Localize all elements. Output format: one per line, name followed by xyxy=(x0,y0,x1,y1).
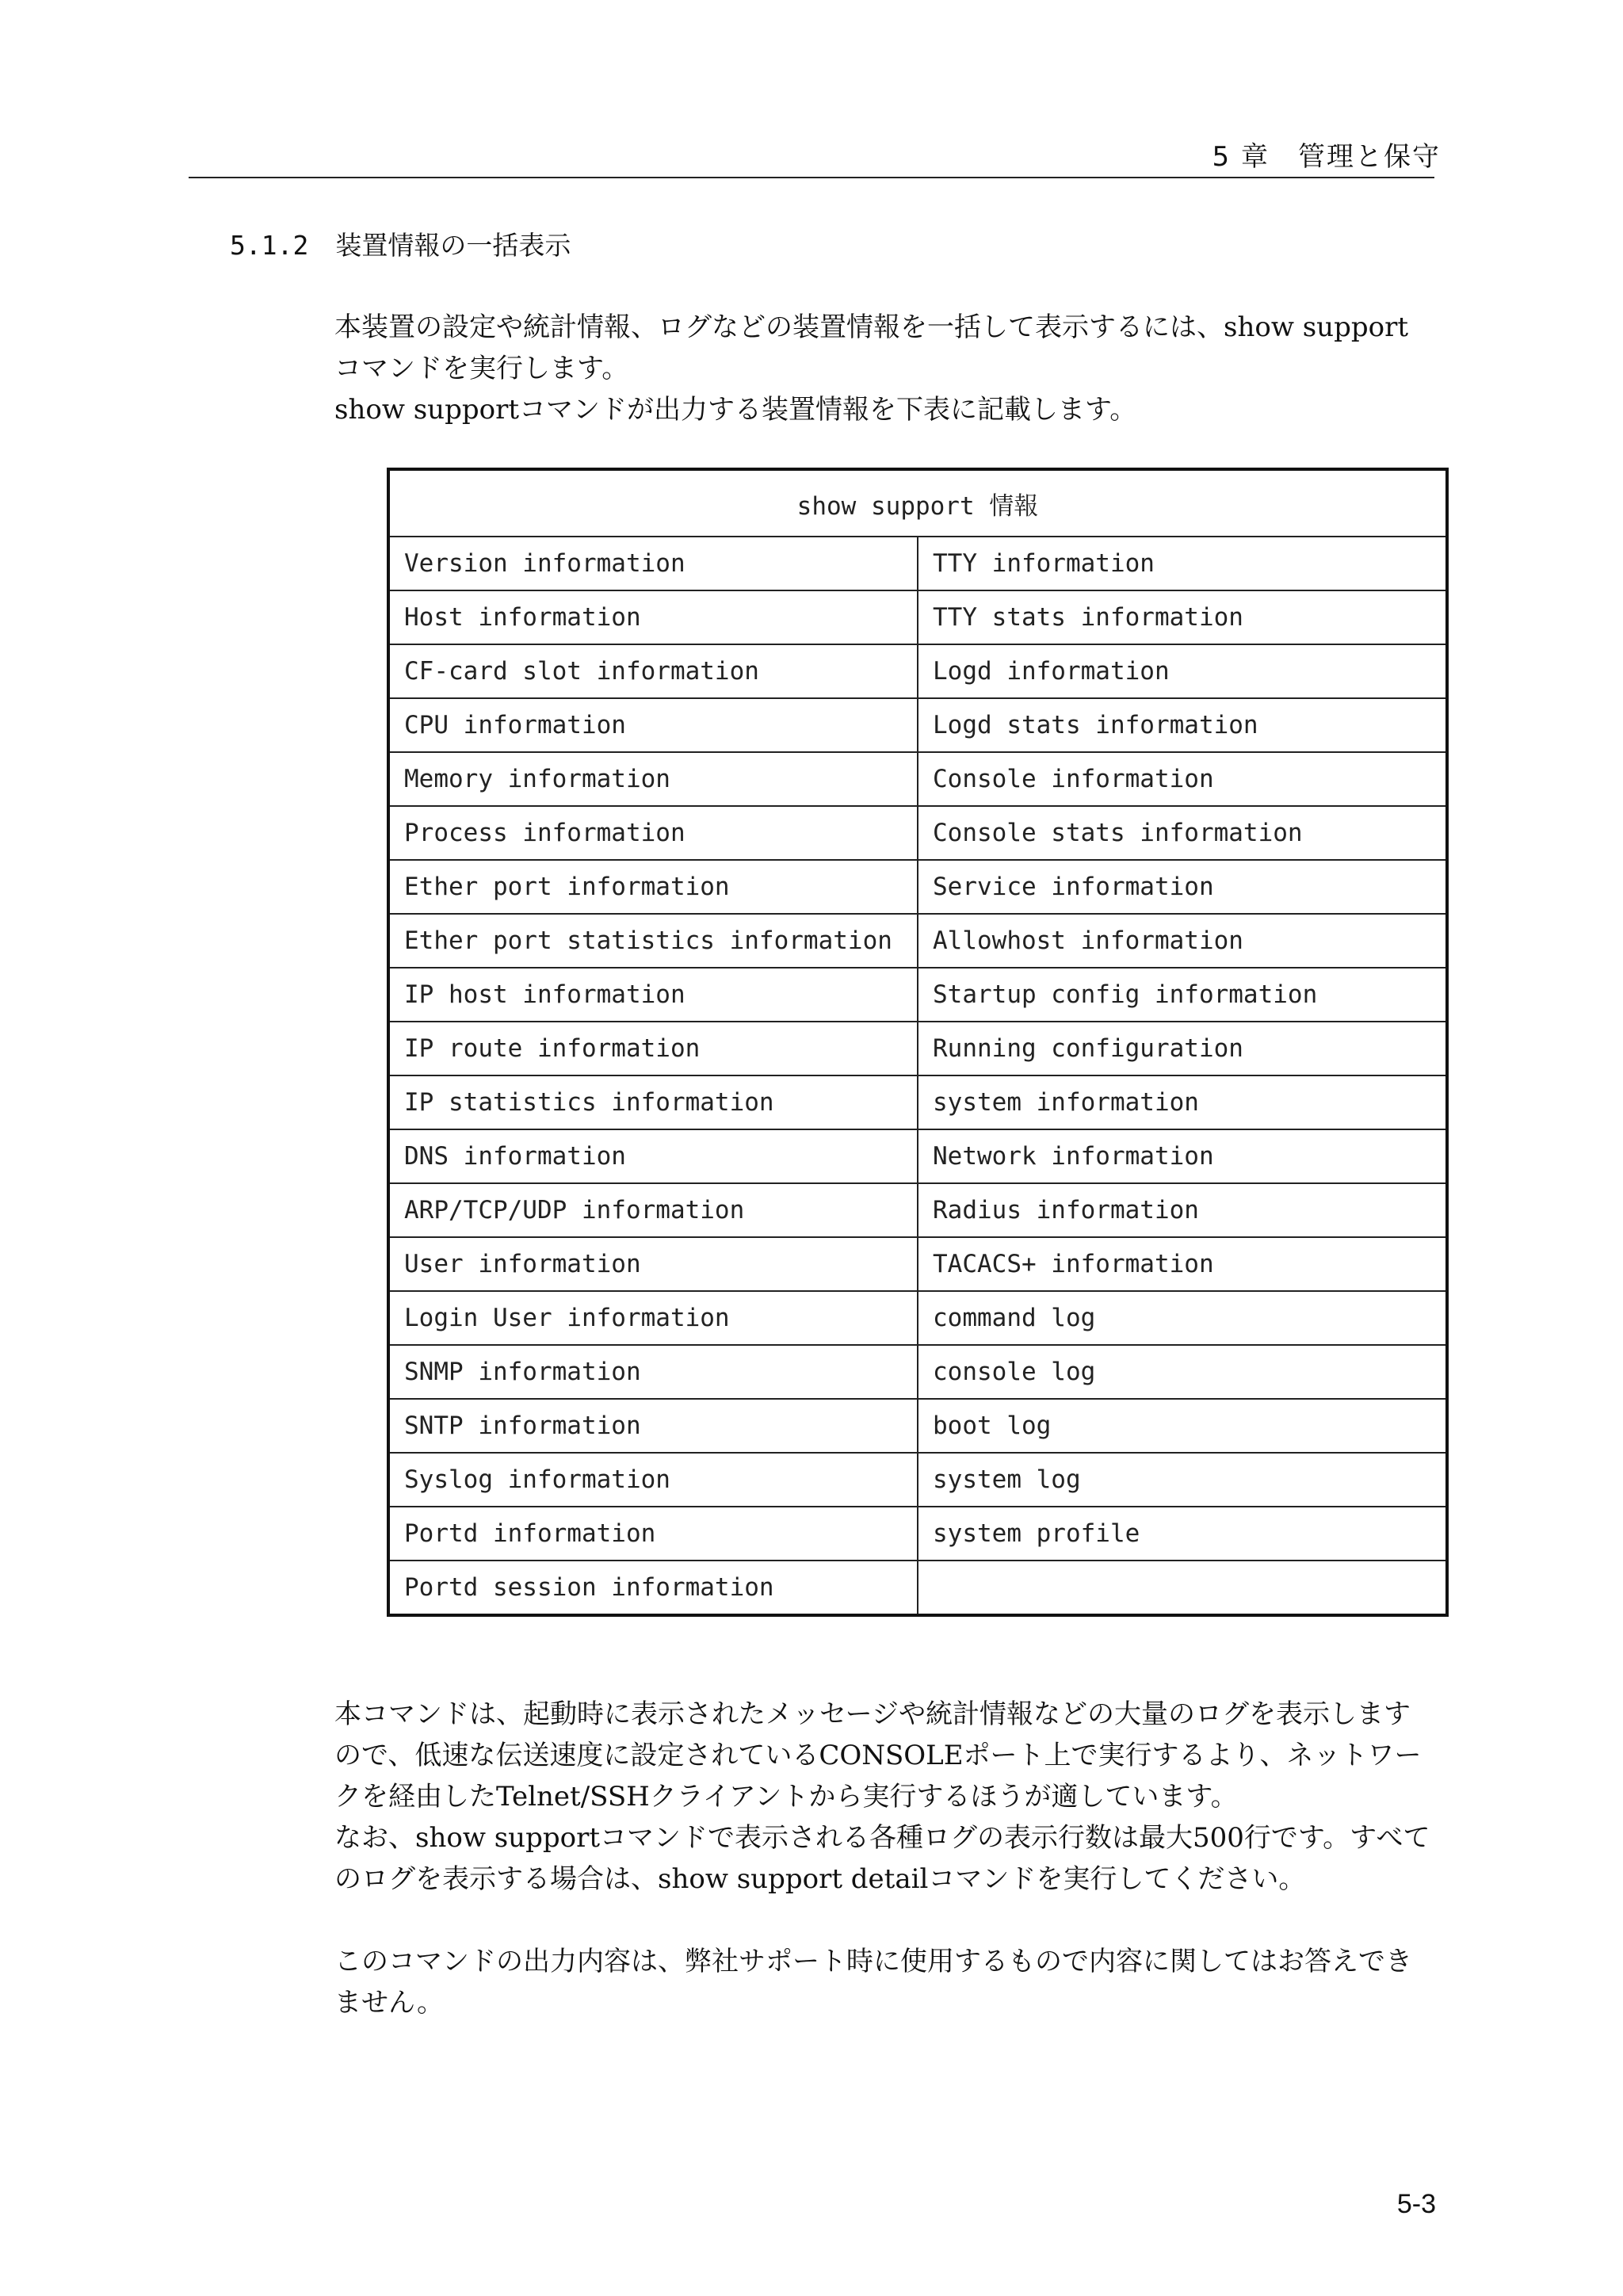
table-row xyxy=(388,1453,1447,1507)
table-row xyxy=(388,914,1447,968)
section-heading xyxy=(230,225,571,262)
table-row xyxy=(388,1561,1447,1615)
table-cell-right: command log xyxy=(918,1291,1447,1345)
table-cell-left: Portd information xyxy=(388,1507,918,1561)
table-cell-left: Login User information xyxy=(388,1291,918,1345)
table-cell-right: Console information xyxy=(918,752,1447,806)
table-cell-right: Logd information xyxy=(918,644,1447,698)
table-cell-right: system log xyxy=(918,1453,1447,1507)
note-paragraph: なお、show supportコマンドで表示される各種ログの表示行数は最大500行です。すべてのログを表示する場合は、show support detailコマンドを実行してください。 xyxy=(334,1822,1430,1895)
table-cell-right: Network information xyxy=(918,1129,1447,1183)
table-cell-left: Ether port statistics information xyxy=(388,914,918,968)
table-row xyxy=(388,1345,1447,1399)
table-row xyxy=(388,1237,1447,1291)
table-cell-left: Process information xyxy=(388,806,918,860)
disclaimer-paragraph xyxy=(334,1941,1436,2023)
disclaimer-text: このコマンドの出力内容は、弊社サポート時に使用するもので内容に関してはお答えできません。 xyxy=(334,1946,1412,2019)
table-cell-left: ARP/TCP/UDP information xyxy=(388,1183,918,1237)
header-divider xyxy=(189,177,1434,178)
section-title: 装置情報の一括表示 xyxy=(335,230,571,261)
table-cell-right: Console stats information xyxy=(918,806,1447,860)
table-cell-right: TACACS+ information xyxy=(918,1237,1447,1291)
table-cell-right: boot log xyxy=(918,1399,1447,1453)
table-cell-right: TTY information xyxy=(918,537,1447,590)
table-cell-left: SNTP information xyxy=(388,1399,918,1453)
table-cell-right: console log xyxy=(918,1345,1447,1399)
table-cell-left: Host information xyxy=(388,590,918,644)
table-row xyxy=(388,1507,1447,1561)
table-cell-left: Syslog information xyxy=(388,1453,918,1507)
table-row xyxy=(388,537,1447,590)
table-cell-right: Allowhost information xyxy=(918,914,1447,968)
table-cell-left: IP host information xyxy=(388,968,918,1022)
section-number: 5.1.2 xyxy=(230,230,309,261)
table-cell-left: IP statistics information xyxy=(388,1075,918,1129)
chapter-header: 5 章 管理と保守 xyxy=(1212,141,1441,173)
table-cell-right xyxy=(918,1561,1447,1615)
table-row xyxy=(388,1075,1447,1129)
table-cell-right: system profile xyxy=(918,1507,1447,1561)
table-row xyxy=(388,1183,1447,1237)
table-cell-left: User information xyxy=(388,1237,918,1291)
table-row xyxy=(388,590,1447,644)
table-row xyxy=(388,1129,1447,1183)
table-title: show support 情報 xyxy=(388,469,1447,537)
table-row xyxy=(388,698,1447,752)
table-cell-left: DNS information xyxy=(388,1129,918,1183)
table-row xyxy=(388,1022,1447,1075)
table-cell-left: SNMP information xyxy=(388,1345,918,1399)
table-cell-right: system information xyxy=(918,1075,1447,1129)
table-cell-right: Service information xyxy=(918,860,1447,914)
intro-paragraphs xyxy=(334,307,1436,430)
table-cell-left: CPU information xyxy=(388,698,918,752)
table-cell-left: CF-card slot information xyxy=(388,644,918,698)
table-cell-left: Portd session information xyxy=(388,1561,918,1615)
table-cell-right: Radius information xyxy=(918,1183,1447,1237)
note-paragraph: 本コマンドは、起動時に表示されたメッセージや統計情報などの大量のログを表示しますので、低速な伝送速度に設定されているCONSOLEポート上で実行するより、ネットワークを経由したTelnet/SSHクライアントから実行するほうが適しています。 xyxy=(334,1698,1422,1813)
table-cell-right: Running configuration xyxy=(918,1022,1447,1075)
table-cell-left: Ether port information xyxy=(388,860,918,914)
page-number: 5-3 xyxy=(1396,2189,1436,2219)
note-paragraphs xyxy=(334,1694,1436,1900)
table-cell-left: IP route information xyxy=(388,1022,918,1075)
table-row xyxy=(388,752,1447,806)
table-row xyxy=(388,1399,1447,1453)
table-row xyxy=(388,860,1447,914)
table-cell-right: Startup config information xyxy=(918,968,1447,1022)
intro-paragraph: show supportコマンドが出力する装置情報を下表に記載します。 xyxy=(334,394,1137,426)
table-cell-right: Logd stats information xyxy=(918,698,1447,752)
table-cell-left: Memory information xyxy=(388,752,918,806)
table-cell-right: TTY stats information xyxy=(918,590,1447,644)
show-support-table xyxy=(387,468,1449,1617)
table-row xyxy=(388,644,1447,698)
table-cell-left: Version information xyxy=(388,537,918,590)
table-row xyxy=(388,968,1447,1022)
table-body xyxy=(388,537,1447,1615)
intro-paragraph: 本装置の設定や統計情報、ログなどの装置情報を一括して表示するには、show support コマンドを実行します。 xyxy=(334,311,1408,384)
table-row xyxy=(388,1291,1447,1345)
table-row xyxy=(388,806,1447,860)
